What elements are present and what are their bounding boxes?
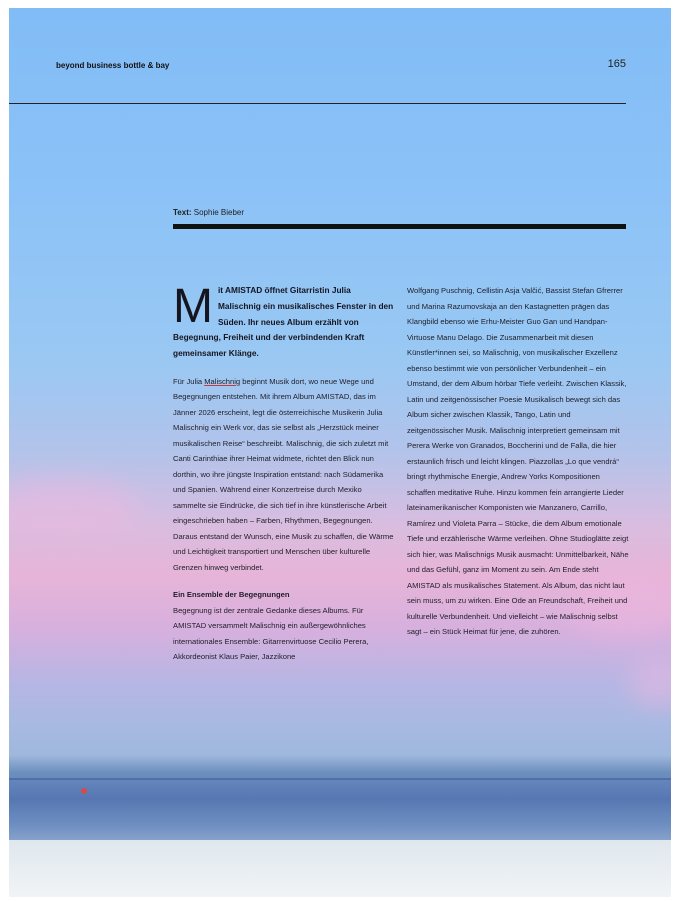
cloud-glow bbox=[9, 478, 139, 538]
cloud-glow bbox=[629, 658, 671, 708]
article-lede bbox=[173, 280, 395, 362]
header-divider bbox=[9, 103, 626, 104]
paragraph-text: Für Julia bbox=[173, 376, 205, 386]
credit-label: Text: bbox=[173, 208, 192, 217]
page-number: 165 bbox=[607, 58, 626, 70]
magazine-page bbox=[9, 8, 671, 897]
buoy-marker bbox=[81, 788, 87, 794]
body-paragraph bbox=[173, 374, 395, 576]
body-paragraph: Begegnung ist der zentrale Gedanke dieses Albums. Für AMISTAD versammelt Malischnig ein außergewöhnliches internationales Ensemble: Gitarrenvirtuose Cecilio Perera, Akkordeonist Klaus Paier, Jazzikone bbox=[173, 605, 369, 662]
article-column-right bbox=[407, 283, 629, 652]
body-paragraph: Wolfgang Puschnig, Cellistin Asja Valčić, Bassist Stefan Gfrerrer und Marina Razumovskaja an den Kastagnetten prägen das Klangbild ebenso wie Erhu-Meister Guo Gan und Handpan-Virtuose Manu Delago. Die Zusammenarbeit mit diesen Künstler*innen sei, so Malischnig, von musikalischer Exzellenz ebenso bestimmt wie von persönlicher Verbundenheit – ein Umstand, der dem Album hörbar Tiefe verleiht. Zwischen Klassik, Latin und zeitgenössischer Poesie Musikalisch bewegt sich das Album sicher zwischen Klassik, Tango, Latin und zeitgenössischer Musik. Malischnig interpretiert gemeinsam mit Perera Werke von Granados, Boccherini und de Falla, die hier erstaunlich frisch und leicht klingen. Piazzollas „Lo que vendrá“ bringt rhythmische Energie, Andrew Yorks Kompositionen schaffen meditative Ruhe. Hinzu kommen fein arrangierte Lieder lateinamerikanischer Komponisten wie Manzanero, Carrillo, Ramírez und Violeta Parra – Stücke, die dem Album emotionale Tiefe und erzählerische Wärme verleihen. Ohne Studioglätte zeigt sich hier, was Malischnigs Musik ausmacht: Unmittelbarkeit, Nähe und das Gefühl, ganz im Moment zu sein. Am Ende steht AMISTAD als musikalisches Statement. Als Album, das nicht laut sein muss, um zu wirken. Eine Ode an Freundschaft, Freiheit und kulturelle Verbundenheit. Und vielleicht – wie Malischnig selbst sagt – ein Stück Heimat für jene, die zuhören. bbox=[407, 286, 629, 636]
section-subheading: Ein Ensemble der Begegnungen bbox=[173, 590, 290, 600]
horizon-line bbox=[9, 778, 671, 780]
beach-sand bbox=[9, 840, 671, 897]
credit-author: Sophie Bieber bbox=[193, 208, 245, 217]
lede-text: it AMISTAD öffnet Gitarristin Julia Malischnig ein musikalisches Fenster in den Süden. Ihr neues Album erzählt von Begegnung, Freiheit und der verbindenden Kraft gemeinsamer Klänge. bbox=[173, 285, 394, 359]
paragraph-text: beginnt Musik dort, wo neue Wege und Begegnungen entstehen. Mit ihrem Album AMISTAD, das im Jänner 2026 erscheint, legt die österreichische Musikerin Julia Malischnig ein Werk vor, das sie selbst als „Herzstück meiner musikalischen Reise“ beschreibt. Malischnig, die sich zuletzt mit Canti Carinthiae ihrer Heimat widmete, richtet den Blick nun dorthin, wo ihre jüngste Inspiration entstand: nach Südamerika und Spanien. Während einer Konzertreise durch Mexiko sammelte sie Eindrücke, die sich tief in ihre künstlerische Arbeit eingeschrieben haben – Farben, Rhythmen, Begegnungen. Daraus entstand der Wunsch, eine Musik zu schaffen, die Wärme und Leichtigkeit transportiert und Menschen über kulturelle Grenzen hinweg verbindet. bbox=[173, 376, 394, 572]
drop-cap: M bbox=[173, 280, 213, 333]
spellcheck-name: Malischnig bbox=[204, 376, 241, 386]
article-column-left bbox=[173, 280, 395, 677]
author-credit bbox=[173, 208, 244, 217]
running-head: beyond business bottle & bay bbox=[56, 61, 170, 70]
credit-divider bbox=[173, 224, 626, 229]
